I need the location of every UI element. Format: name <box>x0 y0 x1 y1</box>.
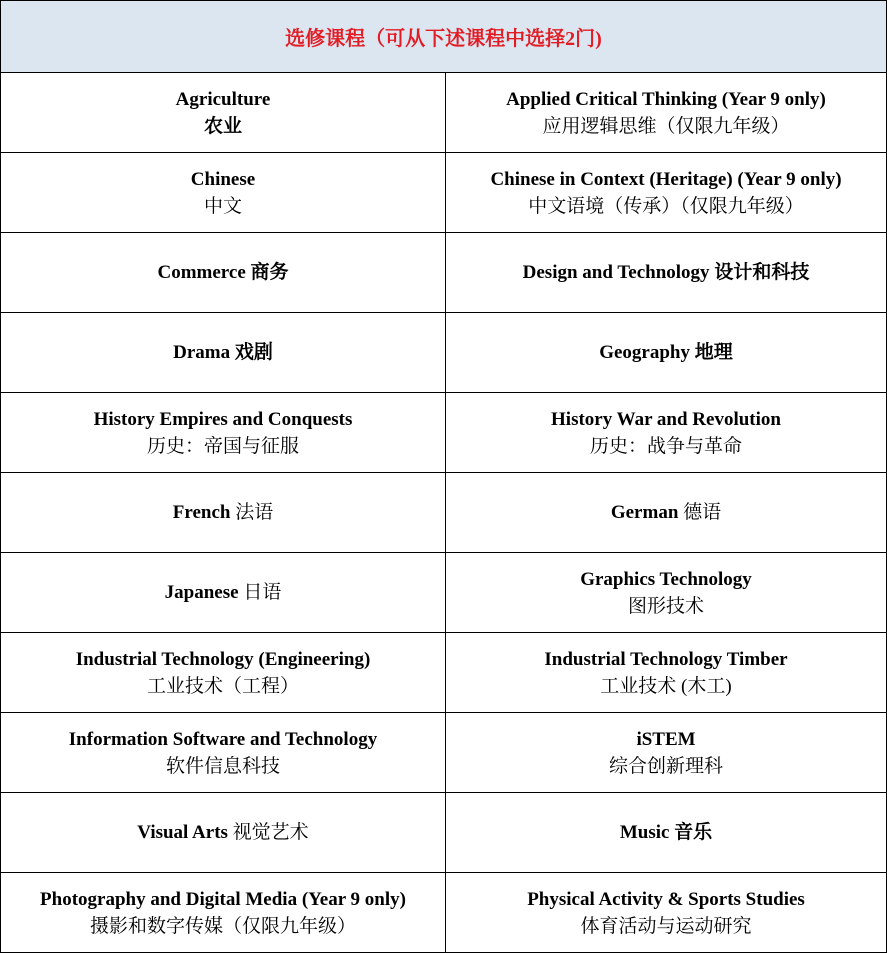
course-name-zh: 历史：战争与革命 <box>589 435 742 457</box>
course-name-en: Design and Technology <box>522 262 710 283</box>
course-name-en: Graphics Technology <box>580 568 752 590</box>
table-row <box>1 313 886 393</box>
course-name-zh: 摄影和数字传媒（仅限九年级） <box>89 916 356 937</box>
course-line <box>599 339 733 366</box>
course-line <box>157 259 288 286</box>
course-name-en: History Empires and Conquests <box>93 408 353 430</box>
course-name-zh: 日语 <box>243 582 282 603</box>
course-name-zh: 体育活动与运动研究 <box>580 916 752 937</box>
course-name-zh: 农业 <box>203 115 242 137</box>
course-cell <box>1 553 446 632</box>
table-row <box>1 553 886 633</box>
course-line <box>137 819 308 846</box>
table-row <box>1 793 886 873</box>
course-cell <box>446 633 886 712</box>
course-line <box>620 819 712 846</box>
course-line <box>173 339 273 366</box>
table-header <box>1 1 886 73</box>
course-name-en: French <box>172 502 231 523</box>
course-cell <box>1 73 446 152</box>
course-cell <box>446 713 886 792</box>
course-cell <box>446 393 886 472</box>
course-name-zh: 德语 <box>683 502 722 523</box>
course-name-zh: 历史：帝国与征服 <box>146 435 299 457</box>
course-name-zh: 工业技术（工程） <box>146 675 299 697</box>
course-name-en: Industrial Technology (Engineering) <box>75 648 371 670</box>
course-name-en: Japanese <box>164 582 239 603</box>
table-title: 选修课程（可从下述课程中选择2门) <box>285 28 602 50</box>
course-name-zh: 音乐 <box>674 822 713 843</box>
course-line <box>611 499 721 526</box>
course-name-en: Commerce <box>157 262 246 283</box>
course-cell <box>1 713 446 792</box>
course-name-en: Physical Activity & Sports Studies <box>527 889 805 910</box>
course-name-en: Drama <box>173 342 231 363</box>
course-cell <box>1 873 446 953</box>
course-cell <box>446 473 886 552</box>
table-row <box>1 873 886 953</box>
table-row <box>1 73 886 153</box>
course-name-en: Visual Arts <box>137 822 228 843</box>
course-name-zh: 地理 <box>694 342 733 363</box>
course-cell <box>446 153 886 232</box>
course-cell <box>1 313 446 392</box>
course-line <box>173 499 273 526</box>
course-cell <box>1 633 446 712</box>
course-name-zh: 视觉艺术 <box>232 822 309 843</box>
course-line <box>523 259 810 286</box>
course-cell <box>446 553 886 632</box>
table-row <box>1 633 886 713</box>
course-name-zh: 综合创新理科 <box>608 755 723 777</box>
course-cell <box>446 873 886 953</box>
course-cell <box>446 233 886 312</box>
course-name-en: German <box>610 502 679 523</box>
course-cell <box>446 73 886 152</box>
course-name-en: Industrial Technology Timber <box>544 648 788 670</box>
course-name-en: Chinese in Context (Heritage) (Year 9 only) <box>490 168 842 190</box>
course-name-zh: 设计和科技 <box>714 262 810 283</box>
course-name-en: Applied Critical Thinking (Year 9 only) <box>506 88 826 110</box>
course-cell <box>446 313 886 392</box>
course-name-en: Information Software and Technology <box>68 728 378 750</box>
course-name-en: Chinese <box>190 168 256 190</box>
course-name-zh: 工业技术 (木工) <box>600 675 732 697</box>
course-cell <box>446 793 886 872</box>
table-row <box>1 473 886 553</box>
course-name-zh: 应用逻辑思维（仅限九年级） <box>542 115 790 137</box>
course-name-zh: 软件信息科技 <box>165 755 280 777</box>
course-cell <box>1 233 446 312</box>
course-name-zh: 商务 <box>250 262 289 283</box>
course-name-en: iSTEM <box>636 728 696 750</box>
course-name-zh: 中文语境（传承）（仅限九年级） <box>528 195 804 217</box>
course-cell <box>1 793 446 872</box>
course-name-zh: 图形技术 <box>627 595 704 617</box>
course-name-en: History War and Revolution <box>551 408 781 430</box>
table-row <box>1 233 886 313</box>
course-cell <box>1 473 446 552</box>
course-name-zh: 戏剧 <box>234 342 273 363</box>
course-line <box>165 579 282 606</box>
course-name-en: Photography and Digital Media (Year 9 only) <box>40 889 406 910</box>
course-name-en: Agriculture <box>175 88 271 110</box>
table-row <box>1 153 886 233</box>
course-name-en: Geography <box>599 342 690 363</box>
course-cell <box>1 393 446 472</box>
course-name-zh: 法语 <box>235 502 274 523</box>
table-row <box>1 713 886 793</box>
course-name-zh: 中文 <box>203 195 242 217</box>
table-body <box>1 73 886 953</box>
course-cell <box>1 153 446 232</box>
table-row <box>1 393 886 473</box>
course-name-en: Music <box>619 822 670 843</box>
